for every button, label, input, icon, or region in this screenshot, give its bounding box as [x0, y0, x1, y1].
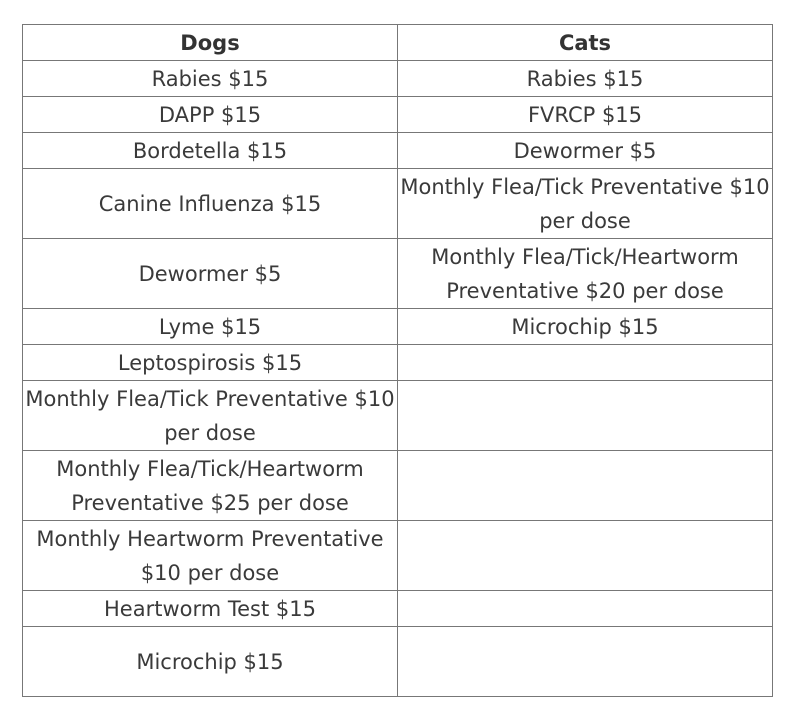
- cats-cell: [398, 345, 773, 381]
- dogs-cell: DAPP $15: [23, 97, 398, 133]
- column-header-cats: Cats: [398, 25, 773, 61]
- cats-cell: FVRCP $15: [398, 97, 773, 133]
- cats-cell: [398, 451, 773, 521]
- cats-cell: [398, 591, 773, 627]
- cats-cell: Monthly Flea/Tick/Heartworm Preventative $20 per dose: [398, 239, 773, 309]
- table-row: [23, 521, 773, 591]
- dogs-cell: Microchip $15: [23, 627, 398, 697]
- table-row: [23, 381, 773, 451]
- vaccine-price-table: [22, 24, 773, 697]
- dogs-cell: Lyme $15: [23, 309, 398, 345]
- cats-cell: Monthly Flea/Tick Preventative $10 per dose: [398, 169, 773, 239]
- table-row: [23, 451, 773, 521]
- table-row: [23, 591, 773, 627]
- cats-cell: [398, 521, 773, 591]
- table-row: [23, 169, 773, 239]
- table-row: [23, 133, 773, 169]
- dogs-cell: Heartworm Test $15: [23, 591, 398, 627]
- dogs-cell: Leptospirosis $15: [23, 345, 398, 381]
- dogs-cell: Dewormer $5: [23, 239, 398, 309]
- table-row: [23, 61, 773, 97]
- cats-cell: Rabies $15: [398, 61, 773, 97]
- column-header-dogs: Dogs: [23, 25, 398, 61]
- table-row: [23, 309, 773, 345]
- dogs-cell: Monthly Flea/Tick Preventative $10 per dose: [23, 381, 398, 451]
- dogs-cell: Rabies $15: [23, 61, 398, 97]
- table-row: [23, 97, 773, 133]
- table-row: [23, 239, 773, 309]
- dogs-cell: Monthly Flea/Tick/Heartworm Preventative $25 per dose: [23, 451, 398, 521]
- dogs-cell: Bordetella $15: [23, 133, 398, 169]
- header-row: [23, 25, 773, 61]
- table-row: [23, 627, 773, 697]
- cats-cell: Microchip $15: [398, 309, 773, 345]
- dogs-cell: Canine Influenza $15: [23, 169, 398, 239]
- cats-cell: [398, 627, 773, 697]
- dogs-cell: Monthly Heartworm Preventative $10 per dose: [23, 521, 398, 591]
- cats-cell: Dewormer $5: [398, 133, 773, 169]
- cats-cell: [398, 381, 773, 451]
- table-row: [23, 345, 773, 381]
